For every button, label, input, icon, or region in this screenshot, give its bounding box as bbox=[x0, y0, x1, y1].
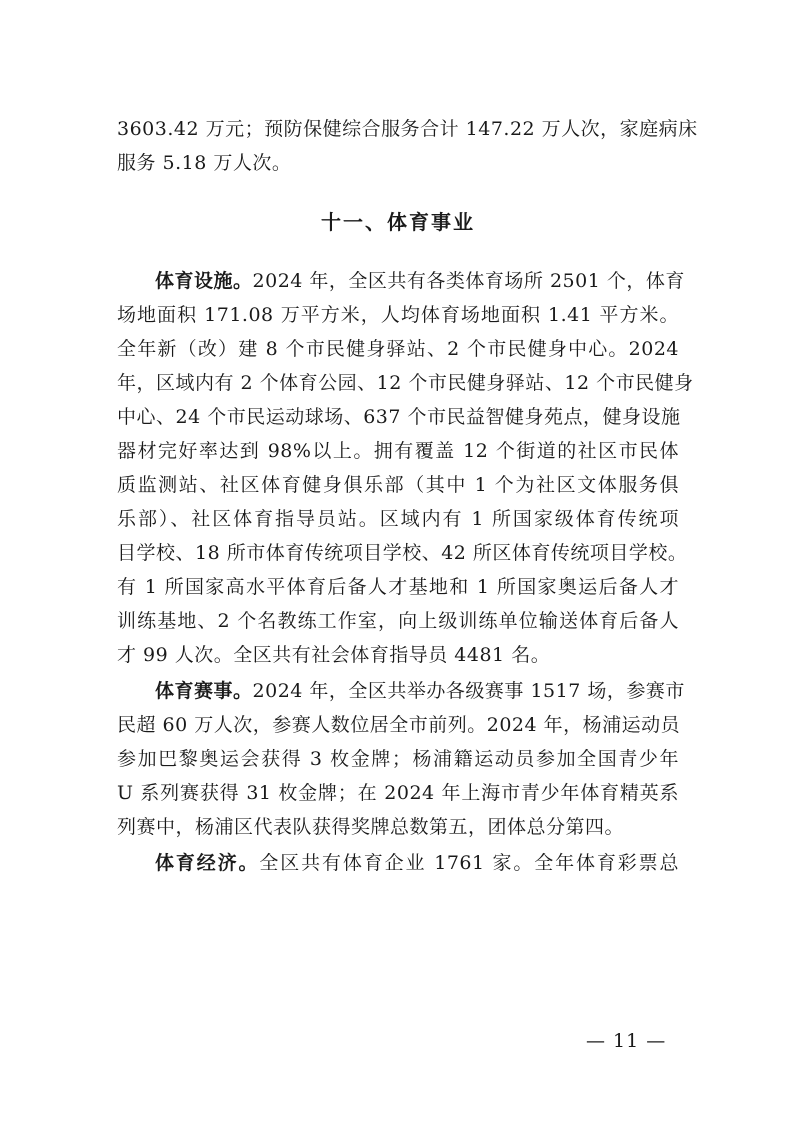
text-line bbox=[117, 264, 685, 298]
text-line bbox=[117, 846, 679, 880]
text-line: 质监测站、社区体育健身俱乐部（其中 1 个为社区文体服务俱 bbox=[117, 474, 679, 496]
text-line: U 系列赛获得 31 枚金牌；在 2024 年上海市青少年体育精英系 bbox=[117, 782, 679, 804]
paragraph-lead: 体育设施。 bbox=[155, 270, 253, 292]
paragraph-sports-facilities bbox=[117, 264, 694, 672]
text-line bbox=[117, 674, 685, 708]
text-line: 中心、24 个市民运动球场、637 个市民益智健身苑点，健身设施 bbox=[117, 406, 681, 428]
text-span: 全区共有体育企业 1761 家。全年体育彩票总 bbox=[259, 852, 679, 874]
text-line: 场地面积 171.08 万平方米，人均体育场地面积 1.41 平方米。 bbox=[117, 304, 679, 326]
text-line: 年，区域内有 2 个体育公园、12 个市民健身驿站、12 个市民健身 bbox=[117, 372, 694, 394]
page-number: — 11 — bbox=[586, 1030, 667, 1052]
text-line: 乐部）、社区体育指导员站。区域内有 1 所国家级体育传统项 bbox=[117, 508, 679, 530]
text-span: 2024 年，全区共有各类体育场所 2501 个，体育 bbox=[252, 270, 685, 292]
text-line: 全年新（改）建 8 个市民健身驿站、2 个市民健身中心。2024 bbox=[117, 338, 679, 360]
paragraph-sports-economy bbox=[117, 846, 679, 880]
text-span: 2024 年，全区共举办各级赛事 1517 场，参赛市 bbox=[252, 680, 685, 702]
text-line: 目学校、18 所市体育传统项目学校、42 所区体育传统项目学校。 bbox=[117, 542, 688, 564]
text-line: 列赛中，杨浦区代表队获得奖牌总数第五，团体总分第四。 bbox=[117, 816, 625, 838]
intro-paragraph bbox=[117, 112, 698, 180]
text-line: 3603.42 万元；预防保健综合服务合计 147.22 万人次，家庭病床 bbox=[117, 118, 698, 140]
document-page bbox=[117, 112, 698, 880]
text-line: 训练基地、2 个名教练工作室，向上级训练单位输送体育后备人 bbox=[117, 610, 679, 632]
paragraph-lead: 体育经济。 bbox=[155, 852, 260, 874]
text-line: 器材完好率达到 98%以上。拥有覆盖 12 个街道的社区市民体 bbox=[117, 440, 679, 462]
text-line: 参加巴黎奥运会获得 3 枚金牌；杨浦籍运动员参加全国青少年 bbox=[117, 748, 679, 770]
paragraph-sports-events bbox=[117, 674, 685, 844]
section-heading: 十一、体育事业 bbox=[321, 210, 475, 234]
text-line: 才 99 人次。全区共有社会体育指导员 4481 名。 bbox=[117, 644, 551, 666]
paragraph-lead: 体育赛事。 bbox=[155, 680, 253, 702]
text-line: 有 1 所国家高水平体育后备人才基地和 1 所国家奥运后备人才 bbox=[117, 576, 679, 598]
text-line: 民超 60 万人次，参赛人数位居全市前列。2024 年，杨浦运动员 bbox=[117, 714, 681, 736]
text-line: 服务 5.18 万人次。 bbox=[117, 152, 292, 174]
